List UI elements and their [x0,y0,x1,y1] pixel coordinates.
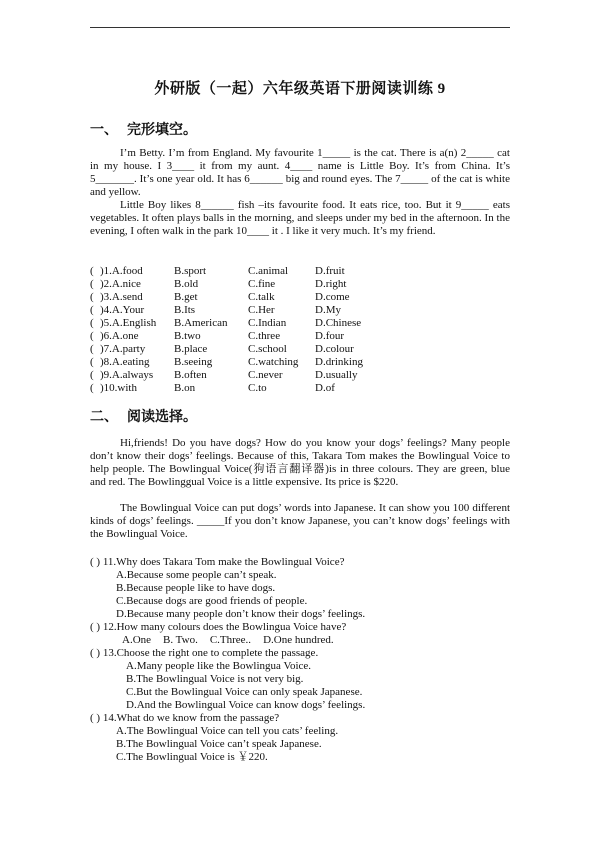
question-12-option-b: B. Two. [163,634,198,646]
header-rule [90,27,510,28]
cloze-paragraph-2: Little Boy likes 8______ fish –its favourite food. It eats rice, too. But it 9_____ eats vegetables. It often plays balls in the morning, and sleeps under my bed in the afternoon. In the evening, I often walk in the park 10____ it . I like it very much. It’s my friend. [90,199,510,237]
question-14: ( ) 14.What do we know from the passage? [90,712,280,724]
option-row: ( )5.A.English B.American C.Indian D.Chinese [90,317,362,329]
question-13-option-b: B.The Bowlingual Voice is not very big. [126,673,304,685]
option-row: ( )2.A.nice B.old C.fine D.right [90,278,347,290]
question-13-option-a: A.Many people like the Bowlingua Voice. [126,660,312,672]
section-1-number: 一、 [90,123,118,138]
section-1-title: 完形填空。 [127,123,197,138]
reading-paragraph-1: Hi,friends! Do you have dogs? How do you know your dogs’ feelings? Many people don’t know their dogs’ feelings. Because of this, Takara Tom makes the Bowlingual Voice to help people. The Bowlingual Voice(狗语言翻译器)is in three colours. They are green, blue and red. The Bowlinggual Voice is a little expensive. Its price is $220. [90,437,510,488]
question-14-option-c: C.The Bowlingual Voice is ￥220. [116,751,268,763]
question-11-option-c: C.Because dogs are good friends of people. [116,595,308,607]
section-2-number: 二、 [90,410,118,425]
option-row: ( )6.A.one B.two C.three D.four [90,330,345,342]
section-2-title: 阅读选择。 [127,410,197,425]
question-14-option-b: B.The Bowlingual Voice can’t speak Japanese. [116,738,322,750]
reading-paragraph-2: The Bowlingual Voice can put dogs’ words into Japanese. It can show you 100 different kinds of dogs’ feelings. _____If you don’t know Japanese, you can’t know dogs’ feelings with the Bowlingual Voice. [90,502,510,540]
cloze-paragraph-1: I’m Betty. I’m from England. My favourite 1_____ is the cat. There is a(n) 2_____ cat in my house. I 3____ it from my aunt. 4____ name is Little Boy. It’s from China. It’s 5_______. It’s one year old. It has 6______ big and round eyes. The 7_____ of the cat is white and yellow. [90,147,510,198]
option-row: ( )9.A.always B.often C.never D.usually [90,369,358,381]
option-row: ( )1.A.food B.sport C.animal D.fruit [90,265,345,277]
option-row: ( )3.A.send B.get C.talk D.come [90,291,350,303]
option-row: ( )10.with B.on C.to D.of [90,382,335,394]
question-12-options [90,634,365,647]
question-12-option-c: C.Three.. [209,634,252,646]
option-row: ( )8.A.eating B.seeing C.watching D.drinking [90,356,363,368]
cloze-options [90,265,395,395]
question-12: ( ) 12.How many colours does the Bowlingua Voice have? [90,621,347,633]
question-14-option-a: A.The Bowlingual Voice can tell you cats’ feeling. [116,725,339,737]
question-11-option-b: B.Because people like to have dogs. [116,582,276,594]
section-1-heading [90,119,197,139]
option-row: ( )7.A.party B.place C.school D.colour [90,343,354,355]
reading-questions [90,556,365,764]
page-title: 外研版（一起）六年级英语下册阅读训练 9 [154,81,446,97]
question-13-option-c: C.But the Bowlingual Voice can only speak Japanese. [126,686,363,698]
question-11-option-a: A.Because some people can’t speak. [116,569,277,581]
question-11-option-d: D.Because many people don’t know their dogs’ feelings. [116,608,366,620]
question-11: ( ) 11.Why does Takara Tom make the Bowlingual Voice? [90,556,345,568]
question-13: ( ) 13.Choose the right one to complete the passage. [90,647,319,659]
section-2-heading [90,406,197,426]
option-row: ( )4.A.Your B.Its C.Her D.My [90,304,341,316]
question-13-option-d: D.And the Bowlingual Voice can know dogs’ feelings. [126,699,366,711]
question-12-option-a: A.One [122,634,152,646]
question-12-option-d: D.One hundred. [263,634,334,646]
